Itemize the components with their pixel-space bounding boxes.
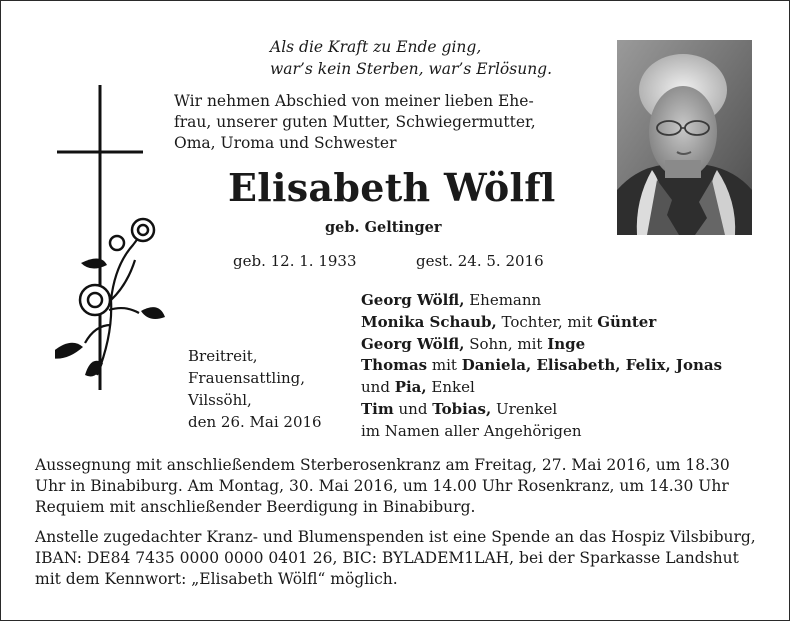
quote-line: war’s kein Sterben, war’s Erlösung. xyxy=(270,60,553,78)
family-line: Monika Schaub, Tochter, mit Günter xyxy=(361,312,657,331)
deceased-name: Elisabeth Wölfl xyxy=(228,165,556,210)
family-line: im Namen aller Angehörigen xyxy=(361,421,582,440)
intro-line: frau, unserer guten Mutter, Schwiegermutter, xyxy=(174,113,536,131)
place-line: den 26. Mai 2016 xyxy=(188,413,322,431)
family-line: Tim und Tobias, Urenkel xyxy=(361,399,558,418)
place-line: Frauensattling, xyxy=(188,369,306,387)
family-line: und Pia, Enkel xyxy=(361,378,475,397)
portrait-photo xyxy=(617,40,752,235)
birth-date: geb. 12. 1. 1933 xyxy=(233,252,357,270)
family-line: Thomas mit Daniela, Elisabeth, Felix, Jonas xyxy=(361,356,723,375)
intro-text xyxy=(174,91,536,154)
donation-notice: Anstelle zugedachter Kranz- und Blumenspenden ist eine Spende an das Hospiz Vilsbiburg, IBAN: DE84 7435 0000 0000 0401 26, BIC: BYLADEM1LAH, bei der Sparkasse Landshut mit dem Kennwort: „Elisabeth Wölfl“ möglich. xyxy=(35,528,756,588)
quote xyxy=(270,36,552,80)
family-line: Georg Wölfl, Ehemann xyxy=(361,291,542,309)
cross-with-roses-icon xyxy=(55,85,175,405)
place-line: Vilssöhl, xyxy=(188,391,252,409)
place-line: Breitreit, xyxy=(188,347,258,365)
family-list xyxy=(361,290,722,443)
places-block xyxy=(188,345,322,433)
family-line: Georg Wölfl, Sohn, mit Inge xyxy=(361,334,586,353)
quote-line: Als die Kraft zu Ende ging, xyxy=(270,38,482,56)
intro-line: Wir nehmen Abschied von meiner lieben Ehe- xyxy=(174,92,534,110)
maiden-name: geb. Geltinger xyxy=(325,219,442,236)
funeral-details: Aussegnung mit anschließendem Sterberosenkranz am Freitag, 27. Mai 2016, um 18.30 Uhr in Binabiburg. Am Montag, 30. Mai 2016, um 14.00 Uhr Rosenkranz, um 14.30 Uhr Requiem mit anschließender Beerdigung in Binabiburg. xyxy=(35,456,730,516)
intro-line: Oma, Uroma und Schwester xyxy=(174,134,397,152)
death-date: gest. 24. 5. 2016 xyxy=(416,252,544,270)
